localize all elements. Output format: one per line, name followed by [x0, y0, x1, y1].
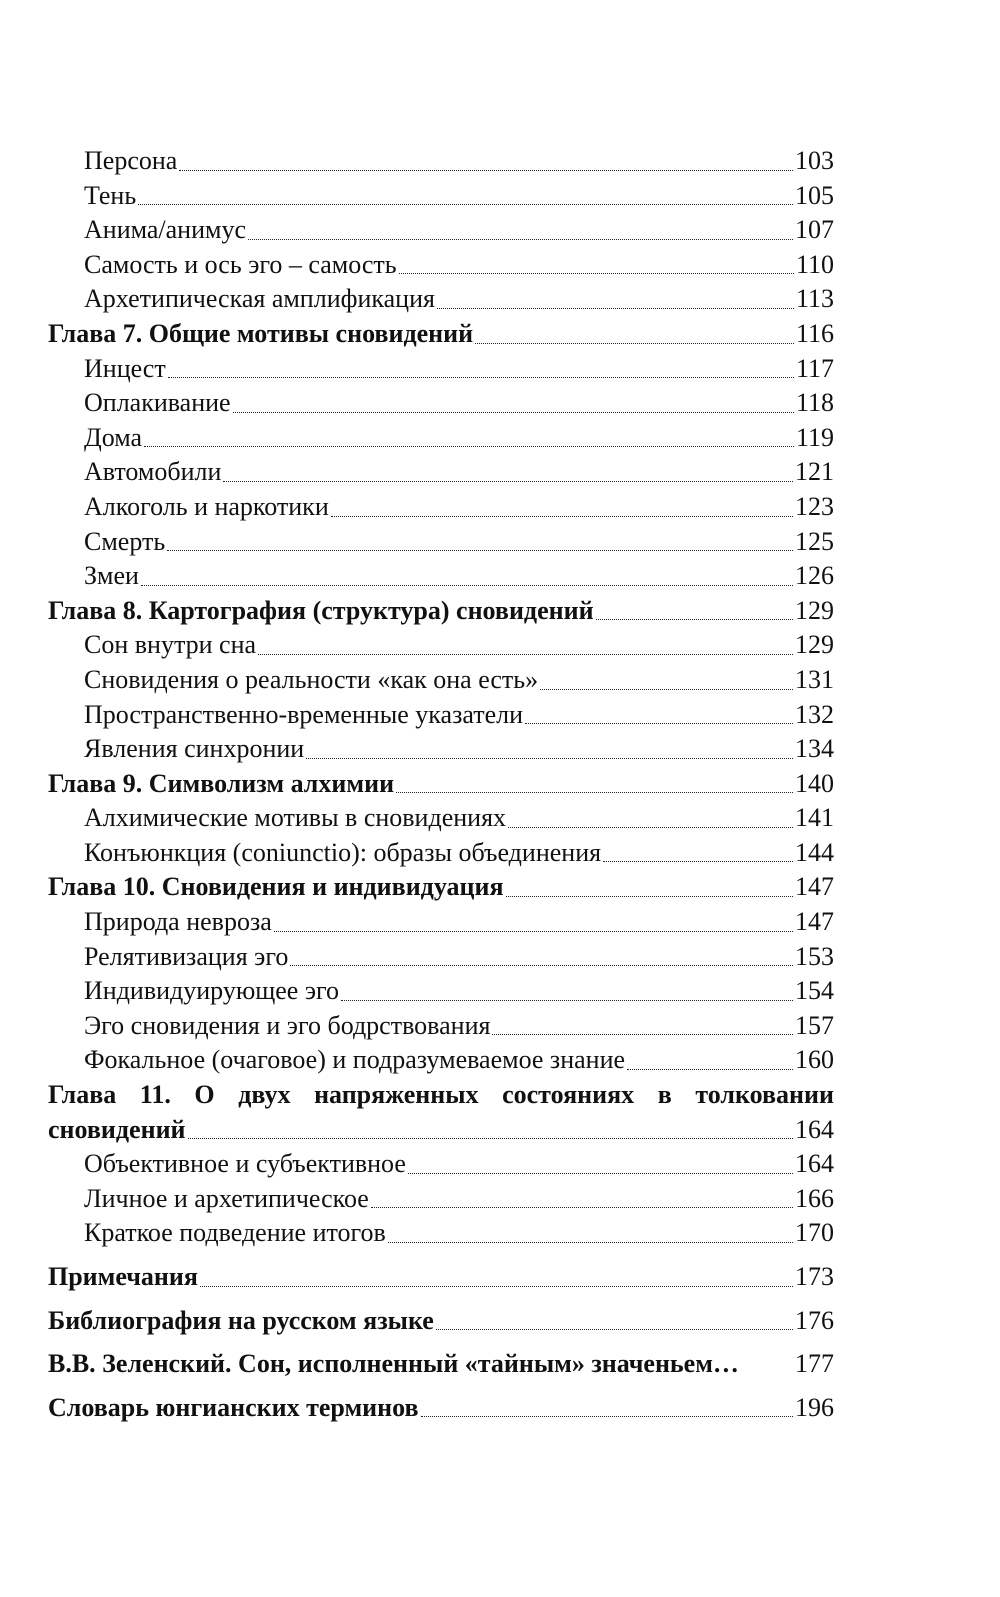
toc-entry[interactable] — [48, 940, 834, 975]
dot-leader — [436, 1329, 793, 1330]
dot-leader — [437, 308, 794, 309]
toc-entry-title: Инцест — [84, 353, 166, 383]
dot-leader — [138, 204, 793, 205]
toc-entry[interactable] — [48, 144, 834, 179]
dot-leader — [248, 239, 793, 240]
toc-entry-title: Тень — [84, 180, 137, 210]
toc-entry-title: Эго сновидения и эго бодрствования — [84, 1010, 491, 1040]
toc-entry-title: Персона — [84, 146, 178, 175]
toc-entry-page: 134 — [795, 734, 834, 764]
toc-entry[interactable] — [48, 282, 834, 317]
toc-entry-page: 105 — [795, 180, 834, 210]
toc-entry[interactable] — [48, 836, 834, 871]
toc-entry[interactable] — [48, 455, 834, 490]
toc-entry-page: 103 — [795, 146, 834, 175]
toc-entry-page: 160 — [795, 1045, 834, 1075]
toc-entry-page: 144 — [795, 837, 834, 867]
toc-entry-page: 164 — [795, 1114, 834, 1144]
dot-leader — [223, 481, 793, 482]
toc-section-entry[interactable] — [48, 1304, 834, 1339]
toc-entry[interactable] — [48, 1147, 834, 1182]
toc-entry[interactable] — [48, 905, 834, 940]
toc-entry-title: Индивидуирующее эго — [84, 976, 340, 1006]
toc-entry-title: Самость и ось эго – самость — [84, 249, 397, 279]
toc-entry-page: 153 — [795, 941, 834, 971]
toc-entry-page: 140 — [795, 768, 834, 798]
toc-entry[interactable] — [48, 1043, 834, 1078]
toc-entry[interactable] — [48, 179, 834, 214]
toc-entry-title: Сновидения о реальности «как она есть» — [84, 664, 539, 694]
toc-entry-page: 123 — [795, 491, 834, 521]
dot-leader — [200, 1286, 793, 1287]
toc-entry-page: 113 — [795, 284, 834, 314]
dot-leader — [540, 689, 793, 690]
toc-entry-title: Объективное и субъективное — [84, 1149, 406, 1179]
toc-entry[interactable] — [48, 490, 834, 525]
dot-leader — [396, 792, 793, 793]
toc-entry[interactable] — [48, 1009, 834, 1044]
toc-entry[interactable] — [48, 421, 834, 456]
dot-leader — [331, 516, 793, 517]
dot-leader — [596, 619, 793, 620]
toc-entry-page: 129 — [795, 630, 834, 660]
toc-entry-page: 131 — [795, 664, 834, 694]
toc-entry[interactable] — [48, 559, 834, 594]
toc-entry[interactable] — [48, 525, 834, 560]
toc-entry-title: Конъюнкция (coniunctio): образы объединения — [84, 837, 602, 867]
toc-entry-title: Природа невроза — [84, 907, 272, 937]
dot-leader — [371, 1207, 793, 1208]
toc-entry-title: Пространственно-временные указатели — [84, 699, 524, 729]
dot-leader — [144, 446, 794, 447]
toc-section-title: Примечания — [48, 1262, 198, 1291]
dot-leader — [306, 758, 793, 759]
toc-entry[interactable] — [48, 1182, 834, 1217]
dot-leader — [492, 1034, 793, 1035]
toc-entry-title: Автомобили — [84, 457, 222, 487]
toc-chapter-title: Глава 9. Символизм алхимии — [48, 768, 395, 798]
dot-leader — [399, 273, 794, 274]
dot-leader — [167, 550, 793, 551]
toc-entry[interactable] — [48, 386, 834, 421]
toc-entry-page: 173 — [795, 1262, 834, 1291]
dot-leader — [421, 1416, 793, 1417]
toc-entry-page: 119 — [795, 422, 834, 452]
toc-entry-page: 129 — [795, 595, 834, 625]
toc-entry-title: Архетипическая амплификация — [84, 284, 435, 314]
toc-entry-title: Краткое подведение итогов — [84, 1218, 386, 1248]
toc-entry[interactable] — [48, 732, 834, 767]
toc-chapter-entry[interactable] — [48, 767, 834, 802]
dot-leader — [508, 827, 793, 828]
toc-entry[interactable] — [48, 248, 834, 283]
toc-entry-title: Змеи — [84, 561, 139, 591]
dot-leader — [341, 1000, 793, 1001]
toc-section-entry[interactable] — [48, 1260, 834, 1295]
toc-entry[interactable] — [48, 1216, 834, 1251]
toc-entry[interactable] — [48, 974, 834, 1009]
dot-leader — [188, 1138, 793, 1139]
toc-entry-title: Личное и архетипическое — [84, 1183, 369, 1213]
dot-leader — [627, 1069, 793, 1070]
dot-leader — [290, 965, 793, 966]
dot-leader — [233, 412, 794, 413]
toc-entry-title: Фокальное (очаговое) и подразумеваемое знание — [84, 1045, 626, 1075]
toc-entry-page: 170 — [795, 1218, 834, 1248]
dot-leader — [475, 343, 794, 344]
toc-entry-page: 118 — [795, 388, 834, 418]
toc-entry-page: 126 — [795, 561, 834, 591]
toc-chapter-title: Глава 10. Сновидения и индивидуация — [48, 872, 504, 902]
toc-entry-page: 107 — [795, 215, 834, 245]
toc-entry-page: 110 — [795, 249, 834, 279]
toc-entry-page: 177 — [795, 1349, 834, 1379]
toc-entry[interactable] — [48, 663, 834, 698]
toc-entry-page: 196 — [795, 1392, 834, 1422]
dot-leader — [168, 377, 794, 378]
toc-section-title: Словарь юнгианских терминов — [48, 1392, 419, 1422]
toc-entry[interactable] — [48, 698, 834, 733]
table-of-contents — [48, 144, 834, 1425]
toc-entry-title: Сон внутри сна — [84, 630, 257, 660]
toc-entry-title: Анима/анимус — [84, 215, 247, 245]
toc-entry-page: 116 — [795, 318, 834, 348]
dot-leader — [274, 931, 793, 932]
toc-entry-page: 166 — [795, 1183, 834, 1213]
dot-leader — [141, 585, 793, 586]
toc-entry[interactable] — [48, 628, 834, 663]
toc-chapter-entry[interactable] — [48, 317, 834, 352]
toc-chapter-entry[interactable] — [48, 870, 834, 905]
dot-leader — [603, 861, 793, 862]
toc-entry[interactable] — [48, 213, 834, 248]
toc-entry-page: 154 — [795, 976, 834, 1006]
toc-entry-page: 176 — [795, 1305, 834, 1335]
toc-entry[interactable] — [48, 801, 834, 836]
toc-entry-page: 121 — [795, 457, 834, 487]
toc-entry-page: 125 — [795, 526, 834, 556]
toc-chapter-entry[interactable] — [48, 1078, 834, 1147]
dot-leader — [179, 170, 793, 171]
toc-entry-page: 141 — [795, 803, 834, 833]
toc-chapter-entry[interactable] — [48, 594, 834, 629]
toc-entry-title: Релятивизация эго — [84, 941, 289, 971]
dot-leader — [258, 654, 793, 655]
toc-section-entry[interactable] — [48, 1347, 834, 1382]
toc-entry-title: Оплакивание — [84, 388, 231, 418]
dot-leader — [408, 1173, 793, 1174]
toc-entry-title: Смерть — [84, 526, 166, 556]
toc-section-title: Библиография на русском языке — [48, 1305, 434, 1335]
toc-chapter-title-line1: Глава 11. О двух напряженных состояниях в толковании — [48, 1080, 834, 1110]
dot-leader — [506, 896, 793, 897]
toc-entry-page: 117 — [795, 353, 834, 383]
toc-entry-title: Явления синхронии — [84, 734, 305, 764]
toc-entry-page: 157 — [795, 1010, 834, 1040]
toc-entry-title: Алкоголь и наркотики — [84, 491, 329, 521]
toc-chapter-title: Глава 7. Общие мотивы сновидений — [48, 318, 474, 348]
toc-section-title: В.В. Зеленский. Сон, исполненный «тайным» значеньем… — [48, 1349, 739, 1379]
toc-entry-title: Алхимические мотивы в сновидениях — [84, 803, 507, 833]
toc-entry-title: Дома — [84, 422, 143, 452]
toc-entry[interactable] — [48, 352, 834, 387]
toc-chapter-title-line2: сновидений — [48, 1114, 186, 1144]
toc-entry-page: 164 — [795, 1149, 834, 1179]
toc-entry-page: 147 — [795, 907, 834, 937]
dot-leader — [525, 723, 793, 724]
toc-entry-page: 132 — [795, 699, 834, 729]
toc-entry-page: 147 — [795, 872, 834, 902]
dot-leader — [388, 1242, 793, 1243]
toc-section-entry[interactable] — [48, 1391, 834, 1426]
toc-chapter-title: Глава 8. Картография (структура) сновидений — [48, 595, 594, 625]
